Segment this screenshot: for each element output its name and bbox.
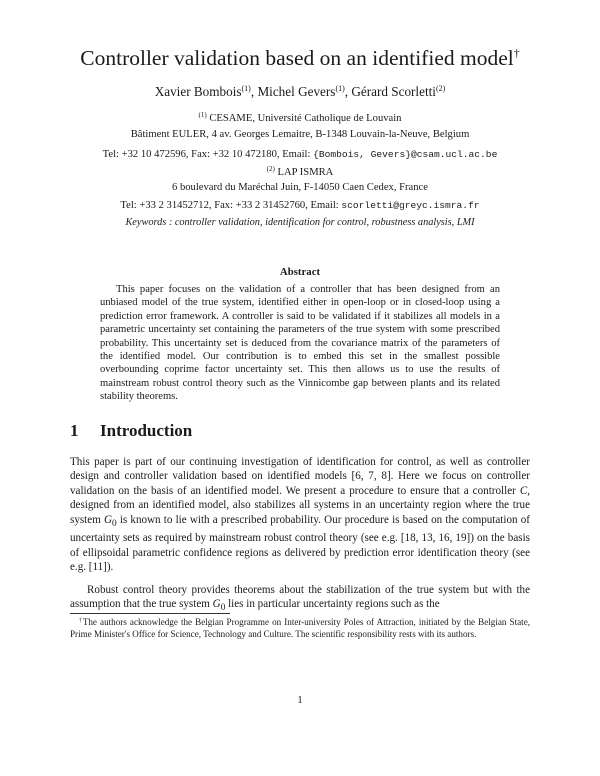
affiliation-2-contact: Tel: +33 2 31452712, Fax: +33 2 31452760, Email: scorletti@greyc.ismra.fr	[120, 200, 480, 211]
author: Xavier Bombois	[154, 84, 242, 99]
keywords: Keywords : controller validation, identification for control, robustness analysis, LMI	[125, 217, 475, 228]
author-list: Xavier Bombois$^{(1)}$, Michel Gevers$^{(1)}$, Gérard Scorletti$^{(2)}$	[154, 84, 446, 99]
affiliation-1-address: Bâtiment EULER, 4 av. Georges Lemaitre, B-1348 Louvain-la-Neuve, Belgium	[130, 129, 470, 140]
affiliation-1-contact: Tel: +32 10 472596, Fax: +32 10 472180, Email: {Bombois, Gevers}@csam.ucl.ac.be	[102, 149, 498, 160]
footnote: †The authors acknowledge the Belgian Programme on Inter-university Poles of Attraction, initiated by the Belgian State, Prime Minister's Office for Science, Technology and Culture. The scientific responsibility rests with its authors.	[70, 617, 531, 639]
abstract-heading: Abstract	[279, 266, 321, 278]
affiliation-2-address: 6 boulevard du Maréchal Juin, F-14050 Caen Cedex, France	[172, 182, 428, 193]
affiliation-2-name: $^{(2)}$ LAP ISMRA	[266, 165, 334, 178]
email-address: scorletti@greyc.ismra.fr	[341, 200, 480, 211]
author: Gérard Scorletti	[351, 84, 436, 99]
footnote-rule	[70, 613, 230, 614]
paper-title: Controller validation based on an identified model†	[80, 46, 520, 70]
author: Michel Gevers	[257, 84, 336, 99]
intro-paragraph-2: Robust control theory provides theorems about the stabilization of the true system but with the assumption that the true system $G_0$ lies in particular uncertainty regions such as the	[70, 584, 530, 614]
title-footnote-mark: †	[513, 46, 520, 60]
affiliation-1-name: $^{(1)}$ CESAME, Université Catholique de Louvain	[198, 111, 402, 124]
page-number: 1	[297, 694, 303, 706]
section-heading: 1 Introduction	[70, 421, 193, 440]
abstract-text: This paper focuses on the validation of a controller that has been designed from an unbiased model of the true system, identified either in open-loop or in closed-loop using a prediction error framework. A controller is said to be validated if it stabilizes all models in a parametric uncertainty set containing the parameters of the true system with some prescribed probability. This uncertainty set is deduced from the covariance matrix of the parameters of the identified model. Our contribution is to embed this set in the smallest possible overbounding coprime factor uncertainty set. This then allows us to use the results of mainstream robust control theory such as the Vinnicombe gap between plants and its related stability theorems.	[100, 284, 500, 403]
intro-paragraph-1: This paper is part of our continuing investigation of identification for control, as well as controller design and controller validation based on identified models [6, 7, 8]. Here we focus on controller validation on the basis of an identified model. We present a procedure to ensure that a controller C, designed from an identified model, also stabilizes all systems in an uncertainty region where the true system $G_0$ is known to lie with a prescribed probability. Our procedure is based on the computation of uncertainty sets as required by mainstream robust control theory (see e.g. [18, 13, 16, 19]) on the basis of ellipsoidal parametric confidence regions as delivered by prediction error identification theory (see e.g. [11]).	[70, 456, 530, 574]
email-address: {Bombois, Gevers}@csam.ucl.ac.be	[313, 149, 498, 160]
